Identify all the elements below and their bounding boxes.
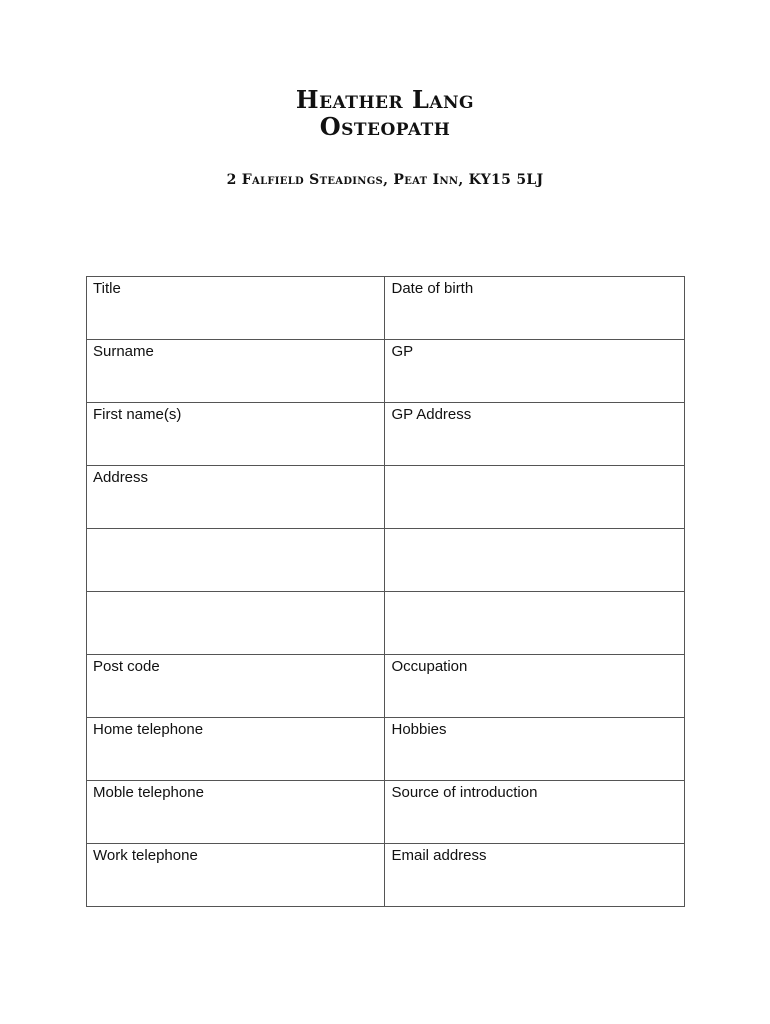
email-address-field[interactable]	[385, 844, 685, 907]
source-of-introduction-label: Source of introduction	[391, 784, 538, 801]
mobile-telephone-field[interactable]	[87, 781, 385, 844]
form-row	[87, 781, 685, 844]
address-label: Address	[93, 469, 149, 486]
source-of-introduction-field[interactable]	[385, 781, 685, 844]
form-row	[87, 277, 685, 340]
form-row	[87, 592, 685, 655]
form-row	[87, 466, 685, 529]
title-field[interactable]	[87, 277, 385, 340]
gp-address-label: GP Address	[391, 406, 472, 423]
address-line-2-field[interactable]	[87, 529, 385, 592]
gp-field[interactable]	[385, 340, 685, 403]
first-names-field[interactable]	[87, 403, 385, 466]
hobbies-label: Hobbies	[391, 721, 447, 738]
practitioner-title: Osteopath	[319, 112, 451, 141]
work-telephone-label: Work telephone	[93, 847, 198, 864]
hobbies-field[interactable]	[385, 718, 685, 781]
blank-label	[385, 529, 684, 532]
email-address-label: Email address	[391, 847, 487, 864]
blank-label	[385, 466, 684, 469]
letterhead	[0, 86, 770, 188]
gp-address-line-3-field[interactable]	[385, 529, 685, 592]
occupation-label: Occupation	[391, 658, 468, 675]
form-row	[87, 718, 685, 781]
surname-label: Surname	[93, 343, 154, 360]
surname-field[interactable]	[87, 340, 385, 403]
work-telephone-field[interactable]	[87, 844, 385, 907]
form-row	[87, 655, 685, 718]
title-label: Title	[93, 280, 121, 297]
form-row	[87, 403, 685, 466]
home-telephone-label: Home telephone	[93, 721, 204, 738]
form-row	[87, 844, 685, 907]
gp-address-line-4-field[interactable]	[385, 592, 685, 655]
form-row	[87, 340, 685, 403]
address-field[interactable]	[87, 466, 385, 529]
form-row	[87, 529, 685, 592]
practice-address: 2 Falfield Steadings, Peat Inn, KY15 5LJ	[226, 172, 544, 188]
patient-details-form	[86, 276, 685, 907]
first-names-label: First name(s)	[93, 406, 182, 423]
date-of-birth-field[interactable]	[385, 277, 685, 340]
blank-label	[87, 529, 384, 532]
gp-address-line-2-field[interactable]	[385, 466, 685, 529]
address-line-3-field[interactable]	[87, 592, 385, 655]
blank-label	[87, 592, 384, 595]
post-code-field[interactable]	[87, 655, 385, 718]
post-code-label: Post code	[93, 658, 160, 675]
occupation-field[interactable]	[385, 655, 685, 718]
mobile-telephone-label: Moble telephone	[93, 784, 204, 801]
home-telephone-field[interactable]	[87, 718, 385, 781]
gp-label: GP	[391, 343, 414, 360]
gp-address-field[interactable]	[385, 403, 685, 466]
blank-label	[385, 592, 684, 595]
date-of-birth-label: Date of birth	[391, 280, 474, 297]
practitioner-name: Heather Lang	[295, 85, 475, 114]
